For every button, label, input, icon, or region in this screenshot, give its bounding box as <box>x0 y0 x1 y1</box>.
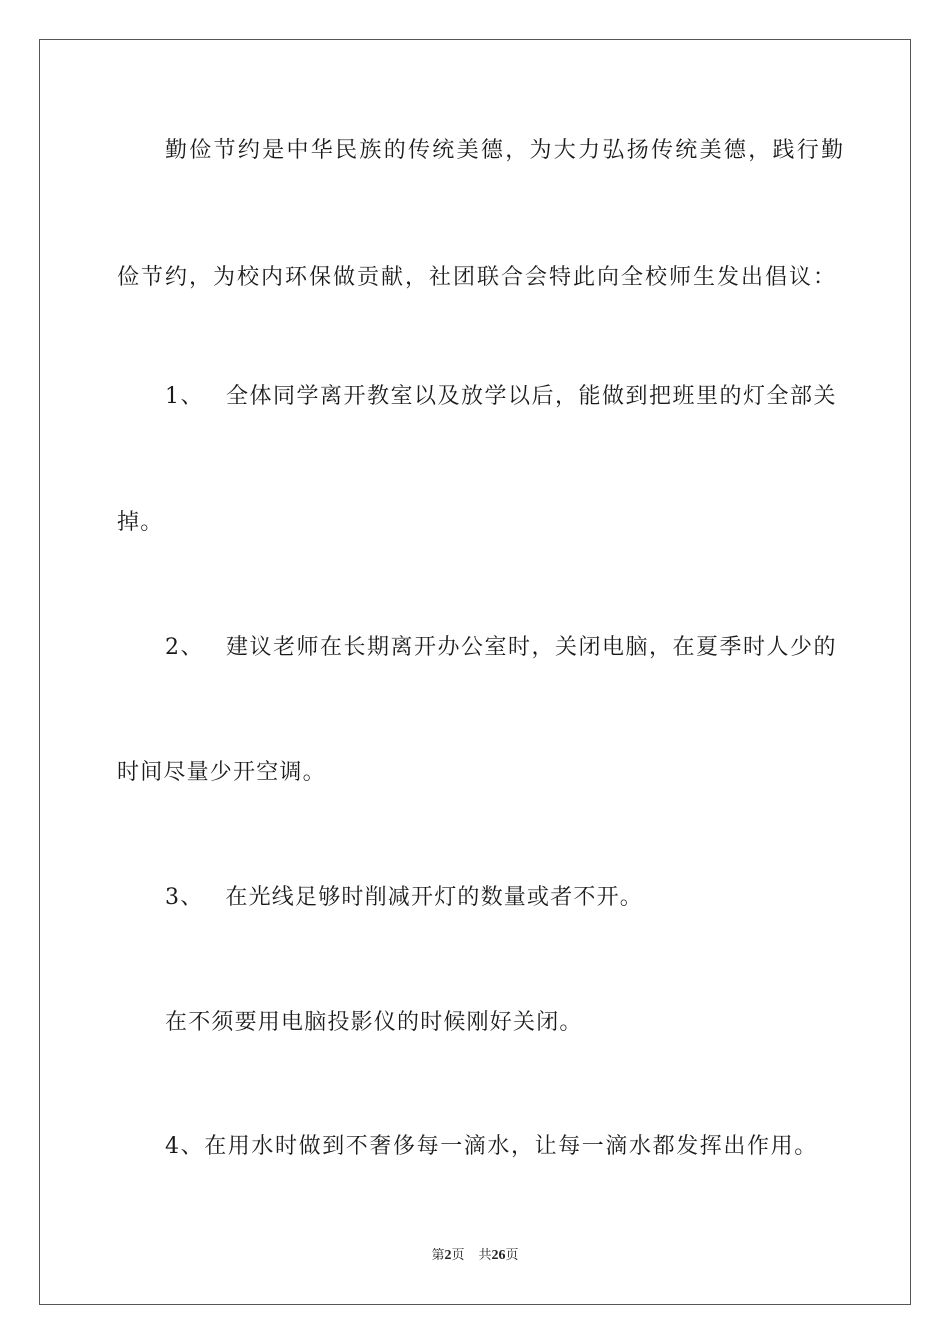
item-4-line-1: 4、在用水时做到不奢侈每一滴水，让每一滴水都发挥出作用。 <box>165 1134 818 1159</box>
total-pages: 26 <box>491 1248 506 1263</box>
page-number: 2 <box>444 1248 452 1263</box>
item-3-text: 在光线足够时削减开灯的数量或者不开。 <box>225 885 644 910</box>
item-3-number: 3、 <box>165 885 204 910</box>
page-border <box>39 39 911 1305</box>
item-1-text: 全体同学离开教室以及放学以后，能做到把班里的灯全部关 <box>226 384 838 409</box>
page-prefix: 第 <box>431 1248 445 1263</box>
page-suffix: 页 <box>451 1248 465 1263</box>
item-2-number: 2、 <box>165 635 204 660</box>
item-3-continuation: 在不须要用电脑投影仪的时候刚好关闭。 <box>165 1010 583 1035</box>
item-1-line-1 <box>165 382 837 412</box>
total-suffix: 页 <box>505 1248 519 1263</box>
paragraph-intro-line-1: 勤俭节约是中华民族的传统美德，为大力弘扬传统美德，践行勤 <box>165 138 846 163</box>
item-1-line-2: 掉。 <box>117 510 164 535</box>
item-3-line-1 <box>165 883 643 913</box>
total-prefix: 共 <box>478 1248 492 1263</box>
paragraph-intro-line-2: 俭节约，为校内环保做贡献，社团联合会特此向全校师生发出倡议： <box>117 265 838 290</box>
item-2-text: 建议老师在长期离开办公室时，关闭电脑，在夏季时人少的 <box>226 635 838 660</box>
item-1-number: 1、 <box>165 384 204 409</box>
item-2-line-1 <box>165 633 837 663</box>
page-footer <box>0 1247 950 1265</box>
item-2-line-2: 时间尽量少开空调。 <box>117 760 326 785</box>
